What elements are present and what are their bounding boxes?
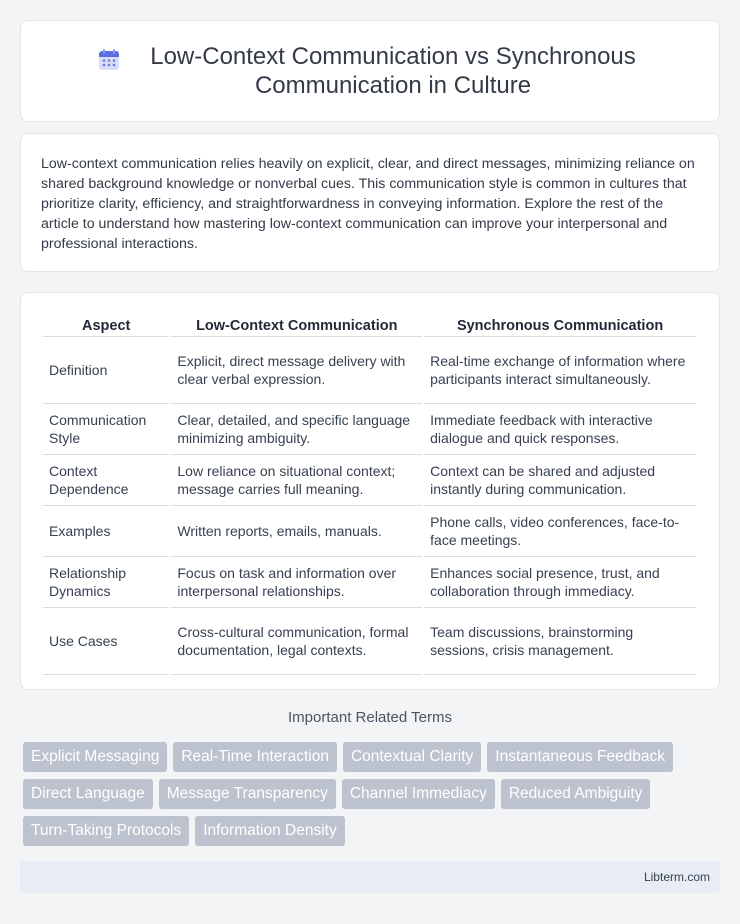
table-row	[43, 455, 696, 506]
row-synchronous: Enhances social presence, trust, and collaboration through immediacy.	[424, 557, 696, 608]
row-synchronous: Team discussions, brainstorming sessions, crisis management.	[424, 608, 696, 675]
row-aspect: Definition	[43, 337, 169, 404]
table-row	[43, 557, 696, 608]
intro-card	[20, 133, 720, 272]
row-aspect: Communication Style	[43, 404, 169, 455]
related-term-tag[interactable]: Information Density	[195, 816, 345, 846]
row-synchronous: Phone calls, video conferences, face-to-face meetings.	[424, 506, 696, 557]
row-low-context: Low reliance on situational context; message carries full meaning.	[171, 455, 422, 506]
related-term-tag[interactable]: Instantaneous Feedback	[487, 742, 673, 772]
row-low-context: Written reports, emails, manuals.	[171, 506, 422, 557]
table-row	[43, 608, 696, 675]
related-terms-list	[23, 742, 723, 846]
row-aspect: Relationship Dynamics	[43, 557, 169, 608]
header-low-context: Low-Context Communication	[171, 313, 422, 337]
table-row	[43, 404, 696, 455]
row-aspect: Use Cases	[43, 608, 169, 675]
page-title: Low-Context Communication vs Synchronous Communication in Culture	[150, 43, 636, 99]
row-aspect: Examples	[43, 506, 169, 557]
related-term-tag[interactable]: Reduced Ambiguity	[501, 779, 651, 809]
related-term-tag[interactable]: Real-Time Interaction	[173, 742, 337, 772]
related-term-tag[interactable]: Channel Immediacy	[342, 779, 495, 809]
footer-site-link[interactable]: Libterm.com	[643, 870, 710, 884]
row-low-context: Clear, detailed, and specific language minimizing ambiguity.	[171, 404, 422, 455]
table-row	[43, 337, 696, 404]
related-terms-heading: Important Related Terms	[288, 709, 452, 726]
row-low-context: Explicit, direct message delivery with clear verbal expression.	[171, 337, 422, 404]
related-term-tag[interactable]: Turn-Taking Protocols	[23, 816, 189, 846]
related-term-tag[interactable]: Explicit Messaging	[23, 742, 167, 772]
row-synchronous: Context can be shared and adjusted instantly during communication.	[424, 455, 696, 506]
table-header-row	[43, 313, 696, 337]
calendar-icon	[97, 48, 121, 72]
intro-paragraph: Low-context communication relies heavily on explicit, clear, and direct messages, minimizing reliance on shared background knowledge or nonverbal cues. This communication style is common in cultures that prioritize clarity, efficiency, and straightforwardness in conveying information. Explore the rest of the article to understand how mastering low-context communication can improve your interpersonal and professional interactions.	[41, 156, 695, 252]
row-synchronous: Real-time exchange of information where participants interact simultaneously.	[424, 337, 696, 404]
row-low-context: Focus on task and information over interpersonal relationships.	[171, 557, 422, 608]
footer	[20, 861, 720, 893]
comparison-table-card	[20, 292, 720, 690]
related-term-tag[interactable]: Direct Language	[23, 779, 153, 809]
related-term-tag[interactable]: Message Transparency	[159, 779, 336, 809]
header-synchronous: Synchronous Communication	[424, 313, 696, 337]
header-aspect: Aspect	[43, 313, 169, 337]
table-row	[43, 506, 696, 557]
comparison-table	[41, 313, 698, 675]
row-aspect: Context Dependence	[43, 455, 169, 506]
row-synchronous: Immediate feedback with interactive dialogue and quick responses.	[424, 404, 696, 455]
row-low-context: Cross-cultural communication, formal documentation, legal contexts.	[171, 608, 422, 675]
related-term-tag[interactable]: Contextual Clarity	[343, 742, 481, 772]
header-card	[20, 20, 720, 122]
